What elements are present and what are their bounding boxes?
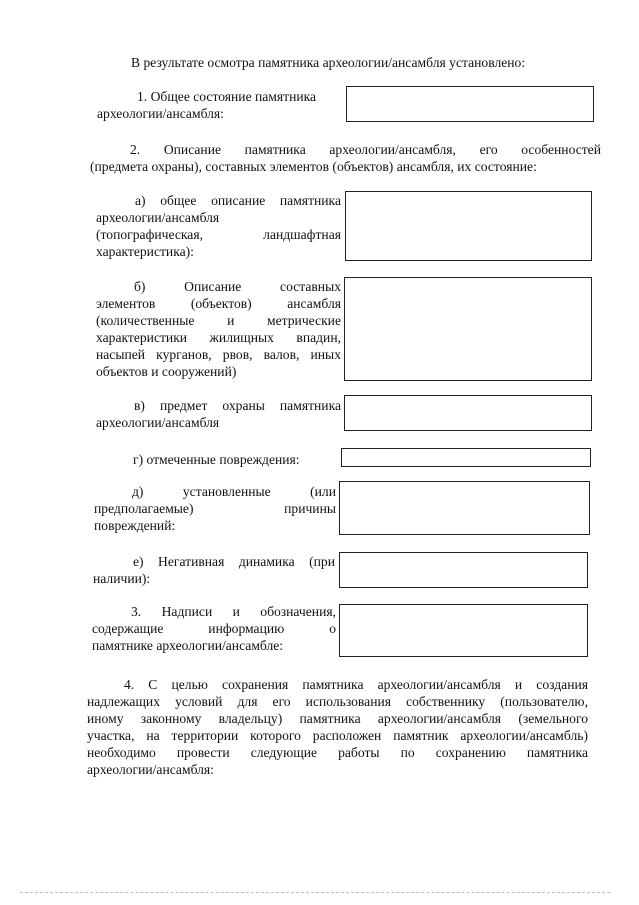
item4-line3: иному законному владельцу) памятника археологии/ансамбля (земельного bbox=[87, 711, 588, 726]
components-description-field[interactable] bbox=[344, 277, 592, 381]
v-line2: археологии/ансамбля bbox=[96, 415, 220, 430]
b-line2: элементов (объектов) ансамбля bbox=[96, 296, 341, 311]
a-line3: (топографическая, ландшафтная bbox=[96, 227, 341, 242]
a-line2: археологии/ансамбля bbox=[96, 210, 220, 225]
item1-line2: археологии/ансамбля: bbox=[97, 106, 224, 121]
v-line1: в) предмет охраны памятника bbox=[134, 398, 341, 413]
item2-line2: (предмета охраны), составных элементов (объектов) ансамбля, их состояние: bbox=[90, 159, 537, 174]
item4-line5: необходимо провести следующие работы по сохранению памятника bbox=[87, 745, 588, 760]
item3-line1: 3. Надписи и обозначения, bbox=[131, 604, 336, 619]
item3-line3: памятнике археологии/ансамбле: bbox=[92, 638, 284, 653]
general-description-field[interactable] bbox=[345, 191, 592, 261]
a-line1: а) общее описание памятника bbox=[135, 193, 341, 208]
item4-line2: надлежащих условий для его использования собственнику (пользователю, bbox=[87, 694, 588, 709]
d-line1: д) установленные (или bbox=[132, 484, 336, 499]
damage-causes-field[interactable] bbox=[339, 481, 590, 535]
item2-line1: 2. Описание памятника археологии/ансамбля, его особенностей bbox=[130, 142, 601, 157]
scan-edge-line bbox=[20, 892, 610, 894]
item3-line2: содержащие информацию о bbox=[92, 621, 336, 636]
item1-line1: 1. Общее состояние памятника bbox=[137, 89, 317, 104]
item4-line6: археологии/ансамбля: bbox=[87, 762, 214, 777]
b-line5: насыпей курганов, рвов, валов, иных bbox=[96, 347, 341, 362]
item4-line1: 4. С целью сохранения памятника археологии/ансамбля и создания bbox=[124, 677, 588, 692]
e-line1: е) Негативная динамика (при bbox=[133, 554, 335, 569]
d-line2: предполагаемые) причины bbox=[94, 501, 336, 516]
g-line1: г) отмеченные повреждения: bbox=[133, 452, 300, 467]
general-condition-field[interactable] bbox=[346, 86, 594, 122]
item4-line4: участка, на территории которого расположен памятник археологии/ансамбль) bbox=[87, 728, 588, 743]
a-line4: характеристика): bbox=[96, 244, 194, 259]
b-line4: характеристики жилищных впадин, bbox=[96, 330, 341, 345]
intro-text: В результате осмотра памятника археологии/ансамбля установлено: bbox=[131, 55, 526, 70]
b-line6: объектов и сооружений) bbox=[96, 364, 237, 379]
e-line2: наличии): bbox=[93, 571, 151, 586]
damages-field[interactable] bbox=[341, 448, 591, 467]
b-line3: (количественные и метрические bbox=[96, 313, 341, 328]
d-line3: повреждений: bbox=[94, 518, 176, 533]
protection-subject-field[interactable] bbox=[344, 395, 592, 431]
inscriptions-field[interactable] bbox=[339, 604, 588, 657]
b-line1: б) Описание составных bbox=[134, 279, 341, 294]
negative-dynamics-field[interactable] bbox=[339, 552, 588, 588]
